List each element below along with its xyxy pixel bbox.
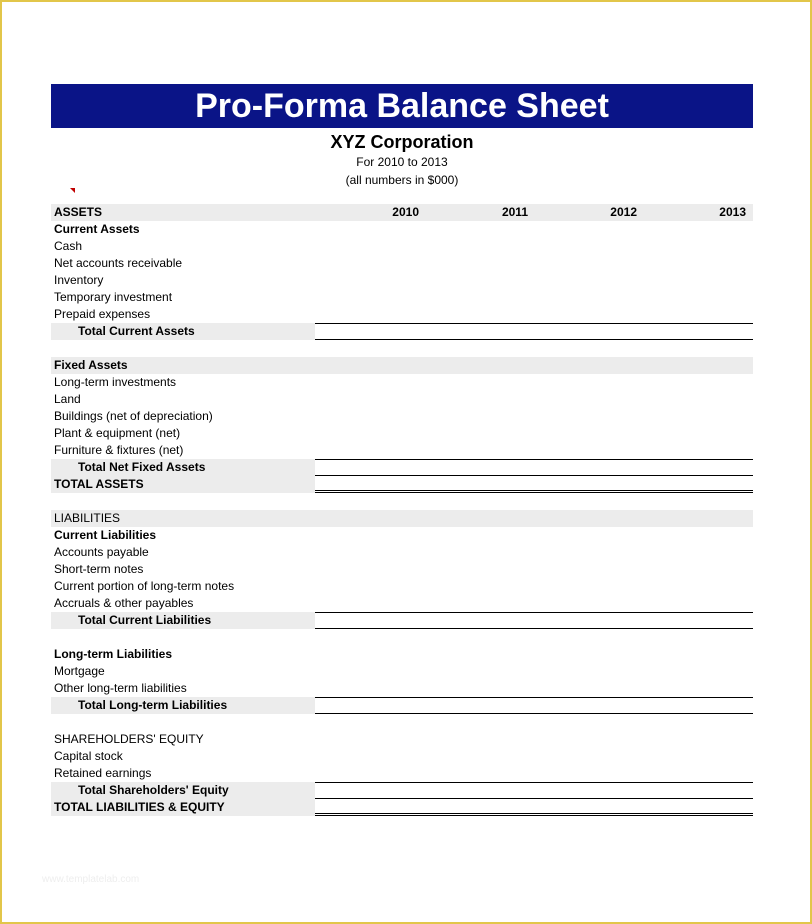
line-item-row <box>51 272 753 289</box>
line-item-label: Mortgage <box>54 664 105 678</box>
line-item-label: Cash <box>54 239 83 253</box>
grand-total-row <box>51 799 753 816</box>
total-assets-label: TOTAL ASSETS <box>54 477 144 491</box>
line-item-label: Inventory <box>54 273 104 287</box>
total-cell <box>315 459 753 476</box>
line-item-row <box>51 425 753 442</box>
year-2010: 2010 <box>392 205 419 219</box>
subtotal-row <box>51 459 753 476</box>
assets-heading: ASSETS <box>54 205 103 219</box>
line-item-row <box>51 408 753 425</box>
total-cell <box>315 782 753 799</box>
line-item-row <box>51 748 753 765</box>
spacer-row <box>51 493 753 510</box>
line-item-label: Capital stock <box>54 749 123 763</box>
long-term-liabilities-heading: Long-term Liabilities <box>54 647 173 661</box>
line-item-row <box>51 561 753 578</box>
comment-indicator-icon <box>70 188 75 193</box>
line-item-row <box>51 255 753 272</box>
grand-total-cell <box>315 799 753 816</box>
spacer-row <box>51 340 753 357</box>
subtotal-row <box>51 612 753 629</box>
line-item-label: Buildings (net of depreciation) <box>54 409 213 423</box>
section-heading-row <box>51 646 753 663</box>
year-2012: 2012 <box>610 205 637 219</box>
subtotal-row <box>51 323 753 340</box>
line-item-row <box>51 578 753 595</box>
total-fixed-assets-label: Total Net Fixed Assets <box>78 460 206 474</box>
line-item-label: Long-term investments <box>54 375 177 389</box>
fixed-assets-heading: Fixed Assets <box>54 358 128 372</box>
period-label: For 2010 to 2013 <box>356 155 448 169</box>
grand-total-row <box>51 476 753 493</box>
line-item-label: Furniture & fixtures (net) <box>54 443 184 457</box>
line-item-label: Current portion of long-term notes <box>54 579 235 593</box>
year-2011: 2011 <box>501 205 528 219</box>
year-2013: 2013 <box>719 205 746 219</box>
line-item-label: Temporary investment <box>54 290 173 304</box>
total-long-term-liabilities-label: Total Long-term Liabilities <box>78 698 228 712</box>
line-item-label: Prepaid expenses <box>54 307 151 321</box>
line-item-label: Retained earnings <box>54 766 152 780</box>
balance-sheet-table <box>51 204 753 816</box>
line-item-label: Short-term notes <box>54 562 144 576</box>
line-item-row <box>51 765 753 782</box>
line-item-row <box>51 663 753 680</box>
assets-header-row <box>51 204 753 221</box>
line-item-row <box>51 442 753 459</box>
line-item-label: Accounts payable <box>54 545 149 559</box>
total-cell <box>315 697 753 714</box>
line-item-row <box>51 289 753 306</box>
section-heading-row <box>51 221 753 238</box>
subtotal-row <box>51 697 753 714</box>
line-item-row <box>51 680 753 697</box>
units-label: (all numbers in $000) <box>345 173 459 187</box>
section-heading-row <box>51 527 753 544</box>
line-item-row <box>51 306 753 323</box>
page-title: Pro-Forma Balance Sheet <box>51 84 753 128</box>
total-liabilities-equity-label: TOTAL LIABILITIES & EQUITY <box>54 800 225 814</box>
subtotal-row <box>51 782 753 799</box>
section-heading-row <box>51 357 753 374</box>
total-cell <box>315 323 753 340</box>
current-assets-heading: Current Assets <box>54 222 140 236</box>
line-item-row <box>51 544 753 561</box>
total-current-assets-label: Total Current Assets <box>78 324 195 338</box>
line-item-row <box>51 238 753 255</box>
current-liabilities-heading: Current Liabilities <box>54 528 157 542</box>
line-item-label: Net accounts receivable <box>54 256 183 270</box>
company-name: XYZ Corporation <box>330 132 474 152</box>
liabilities-heading: LIABILITIES <box>54 511 121 525</box>
line-item-label: Plant & equipment (net) <box>54 426 181 440</box>
line-item-label: Accruals & other payables <box>54 596 194 610</box>
line-item-label: Other long-term liabilities <box>54 681 187 695</box>
spacer-row <box>51 629 753 646</box>
section-heading-row <box>51 510 753 527</box>
total-cell <box>315 612 753 629</box>
line-item-row <box>51 374 753 391</box>
section-heading-row <box>51 731 753 748</box>
shareholders-equity-heading: SHAREHOLDERS' EQUITY <box>54 732 204 746</box>
watermark: www.templatelab.com <box>42 874 140 885</box>
spacer-row <box>51 714 753 731</box>
line-item-label: Land <box>54 392 81 406</box>
line-item-row <box>51 391 753 408</box>
line-item-row <box>51 595 753 612</box>
total-current-liabilities-label: Total Current Liabilities <box>78 613 212 627</box>
grand-total-cell <box>315 476 753 493</box>
total-shareholders-equity-label: Total Shareholders' Equity <box>78 783 229 797</box>
